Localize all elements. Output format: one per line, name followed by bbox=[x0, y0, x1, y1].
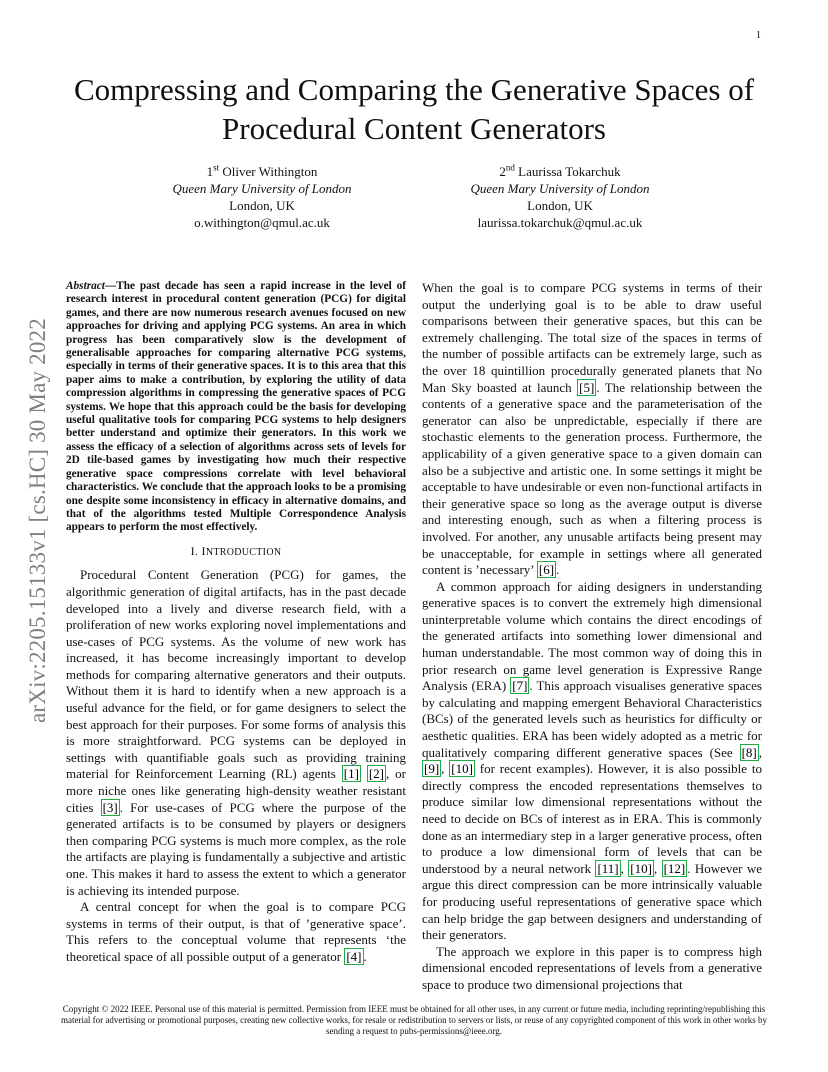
citation-link[interactable]: [8] bbox=[741, 744, 757, 760]
paragraph-text: When the goal is to compare PCG systems in terms of their output the underlying goal is to be able to draw useful comparisons between their generative spaces, but this can be extremely challenging. The total size of the spaces in terms of the number of possible artifacts can be extremely large, such as the over 18 quintillion procedurally generated planets that No Man Sky boasted at launch bbox=[422, 280, 762, 395]
author-ordinal-suffix: nd bbox=[505, 162, 515, 173]
paragraph-text: . For use-cases of PCG where the purpose of the generated artifacts is to be consumed by players or designers then comparing PCG systems is much more complex, as the role the artifacts are playing is fundamentally a subjective and artistic one. This makes it hard to assess the extent to which a generator is achieving its intended purpose. bbox=[66, 799, 406, 898]
intro-paragraph-4: A common approach for aiding designers in understanding generative spaces is to convert the extremely high dimensional uninterpretable volume which contains the direct encodings of the generated artifacts into something lower dimensional and human understandable. The most common way of doing this in prior research on game level generation is Expressive Range Analysis (ERA) [7] . This approach visualises generative spaces by calculating and mapping emergent Behavioral Characteristics (BCs) of the generated levels such as heuristics for difficulty or aesthetic qualities. ERA has been widely adopted as a metric for qualitatively comparing different generative spaces (See [8] , [9] , [10] for recent examples). However, it is also possible to directly compress the encoded representations themselves to produce similar low dimensional representations without the need to decide on BCs of interest as in ERA. This is commonly done as an intermediary step in a larger generative process, often to produce a low dimensional form of levels that can be understood by a neural network [11] , [10] , [12] . However we argue this direct compression can be more intrinsically valuable for producing useful representations of generative space which can help bridge the gap between designers and understanding of their generators. bbox=[422, 578, 763, 943]
author-location: London, UK bbox=[527, 198, 593, 213]
citation-link[interactable]: [12] bbox=[663, 860, 686, 876]
section-heading-introduction bbox=[66, 543, 406, 562]
intro-paragraph-1 bbox=[66, 567, 406, 899]
intro-paragraph-2 bbox=[66, 899, 406, 965]
citation-link[interactable]: [10] bbox=[630, 860, 652, 876]
paragraph-text: Procedural Content Generation (PCG) for games, the algorithmic generation of digital artifacts, has in the past decade developed into a lively and diverse research field, with a proliferation of new works exploring novel implementations and use-cases of PCG systems. As the volume of new work has increased, it has become increasingly important to develop methods for comparing alternative generators and their outputs. Without them it is hard to identify when a new approach is a useful advance for the field, or for game designers to select the best approach for their purposes. For some forms of analysis this is more straightforward. PCG systems can be deployed in settings with quantifiable goals such as providing training material for Reinforcement Learning (RL) agents bbox=[66, 567, 406, 782]
author-email: laurissa.tokarchuk@qmul.ac.uk bbox=[477, 215, 643, 230]
author-email: o.withington@qmul.ac.uk bbox=[194, 215, 330, 230]
citation-link[interactable]: [3] bbox=[102, 799, 118, 815]
page-number: 1 bbox=[756, 30, 761, 41]
section-number: I. bbox=[190, 543, 199, 558]
paragraph-text: A central concept for when the goal is to compare PCG systems in terms of their output, is that of ’generative space’. This refers to the conceptual volume that represents ‘the theoretical space of all possible output of a generator bbox=[66, 899, 406, 964]
author-ordinal-suffix: st bbox=[213, 162, 220, 173]
intro-paragraph-3 bbox=[422, 280, 762, 579]
paragraph-text: . bbox=[363, 948, 367, 964]
arxiv-identifier-stamp: arXiv:2205.15133v1 [cs.HC] 30 May 2022 bbox=[25, 318, 50, 724]
paragraph-text: . This approach visualises generative spaces by calculating and mapping emergent Behavioral Characteristics (BCs) of the generated levels such as heuristics for difficulty or aesthetic qualities. ERA has been widely adopted as a metric for qualitatively comparing different generative spaces (See bbox=[422, 678, 762, 760]
right-column bbox=[422, 280, 762, 994]
author-name: Oliver Withington bbox=[222, 164, 318, 179]
abstract-text: —The past decade has seen a rapid increase in the level of research interest in procedural content generation (PCG) for digital games, and there are now numerous research avenues focused on new approaches for driving and applying PCG systems. An area in which progress has been comparatively slow is the development of generalisable approaches for comparing alternative PCG systems, especially in terms of their generative spaces. It is to this area that this paper aims to make a contribution, by exploring the utility of data compression algorithms in compressing the generative spaces of PCG systems. We hope that this approach could be the basis for developing useful qualitative tools for comparing PCG systems to help designers better understand and optimize their generators. In this work we assess the efficacy of a selection of algorithms across sets of levels for 2D tile-based games by investigating how much their respective generative space compressions correlate with level behavioral characteristics. We conclude that the approach looks to be a promising one despite some inconsistency in efficacy in alternative domains, and that of the algorithms tested Multiple Correspondence Analysis appears to perform the most effectively. bbox=[66, 280, 406, 534]
citation-link[interactable]: [10] bbox=[451, 761, 473, 777]
citation-link[interactable]: [4] bbox=[346, 948, 362, 964]
author-block-2 bbox=[410, 163, 710, 231]
author-location: London, UK bbox=[229, 198, 295, 213]
paragraph-text: . bbox=[556, 562, 560, 578]
author-name-line bbox=[410, 163, 710, 180]
author-name-line bbox=[112, 163, 412, 180]
citation-link[interactable]: [2] bbox=[368, 766, 385, 782]
author-block-1 bbox=[112, 163, 412, 231]
section-title-rest: NTRODUCTION bbox=[205, 546, 282, 558]
author-ordinal: 1 bbox=[206, 164, 214, 179]
author-affiliation: Queen Mary University of London bbox=[470, 181, 650, 196]
author-name: Laurissa Tokarchuk bbox=[518, 164, 621, 179]
paragraph-text: , or more niche ones like generating high-density weather resistant cities bbox=[66, 766, 406, 815]
paragraph-text: for recent examples). However, it is also possible to directly compress the encoded representations themselves to produce similar low dimensional representations without the need to decide on BCs of interest as in ERA. This is commonly done as an intermediary step in a larger generative process, often to produce a low dimensional form of levels that can be understood by a neural network bbox=[422, 761, 763, 876]
citation-link[interactable]: [11] bbox=[597, 860, 619, 876]
left-column bbox=[66, 280, 406, 966]
abstract bbox=[66, 280, 406, 535]
section-title-initial: I bbox=[201, 543, 206, 558]
citation-link[interactable]: [6] bbox=[538, 562, 555, 578]
paper-title: Compressing and Comparing the Generative Spaces of Procedural Content Generators bbox=[73, 72, 755, 146]
author-affiliation: Queen Mary University of London bbox=[172, 181, 352, 196]
paragraph-text: . The relationship between the contents of a generative space and the parameterisation of the generator can also be unpredictable, especially if there are stochastic elements to the generation process. Furthermore, the applicability of a given generative space to a given domain can also be a subjective and artistic one. In some settings it might be acceptable to have undesirable or even non-functional artifacts in their generative space so long as the average output is diverse and interesting enough, such as when a filtering process is involved. For another, any unusable artifacts being present may be unacceptable, for example in settings where all generated content is ’necessary’ bbox=[422, 379, 762, 578]
abstract-label: Abstract bbox=[66, 280, 105, 292]
paragraph-text: The approach we explore in this paper is to compress high dimensional encoded representations of levels from a generative space to produce two dimensional projections that bbox=[422, 943, 762, 992]
citation-link[interactable]: [1] bbox=[343, 766, 359, 782]
copyright-footer: Copyright © 2022 IEEE. Personal use of this material is permitted. Permission from IEEE must be obtained for all other uses, in any current or future media, including reprinting/republishing this material for advertising or promotional purposes, creating new collective works, for resale or redistribution to servers or lists, or reuse of any copyrighted component of this work in other works by sending a request to pubs-permissions@ieee.org. bbox=[60, 1004, 768, 1037]
intro-paragraph-5 bbox=[422, 944, 762, 994]
citation-link[interactable]: [5] bbox=[579, 379, 595, 395]
paragraph-text bbox=[361, 766, 367, 781]
citation-link[interactable]: [7] bbox=[512, 678, 528, 694]
paragraph-text: A common approach for aiding designers in understanding generative spaces is to convert the extremely high dimensional uninterpretable volume which contains the direct encodings of the generated artifacts into something lower dimensional and human understandable. The most common way of doing this in prior research on game level generation is Expressive Range Analysis (ERA) bbox=[422, 578, 762, 694]
citation-link[interactable]: [9] bbox=[424, 761, 440, 777]
paragraph-text: . However we argue this direct compression can be more intrinsically valuable for producing useful representations of generative space which can help bridge the gap between designers and understanding of their generators. bbox=[422, 860, 763, 943]
author-ordinal: 2 bbox=[499, 164, 506, 179]
